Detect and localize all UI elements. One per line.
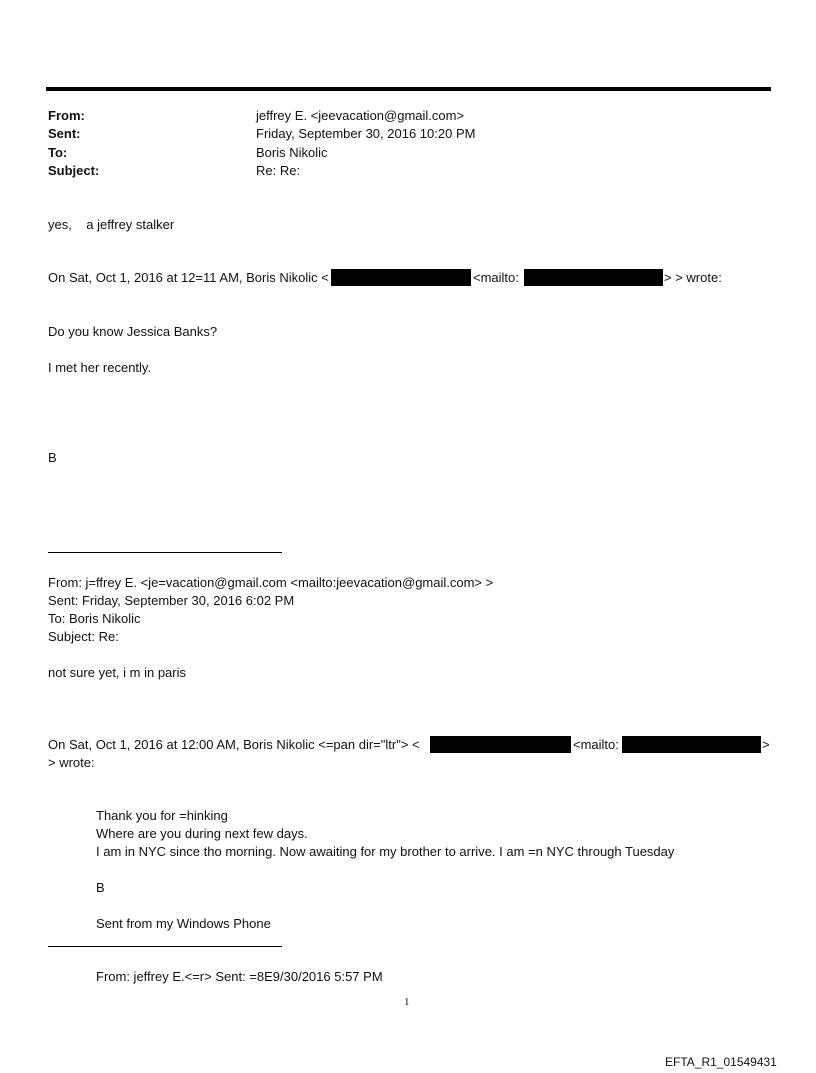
- redaction-block: [524, 269, 663, 286]
- indented-line1: Thank you for =hinking: [96, 808, 228, 823]
- separator: [48, 946, 282, 947]
- header-rule: [46, 87, 771, 91]
- indented-line3: I am in NYC since tho morning. Now awaiting for my brother to arrive. I am =n NYC through Tuesday: [96, 844, 675, 859]
- fwd-subject: Subject: Re:: [48, 629, 119, 644]
- indented-sign: B: [96, 880, 105, 895]
- indented-last: From: jeffrey E.<=r> Sent: =8E9/30/2016 5:57 PM: [96, 969, 383, 984]
- sent-label: Sent:: [48, 126, 81, 141]
- subject-value: Re: Re:: [256, 163, 301, 178]
- quote1-suffix: > > wrote:: [664, 270, 722, 285]
- quote2-prefix: On Sat, Oct 1, 2016 at 12:00 AM, Boris Nikolic <=pan dir="ltr"> <: [48, 737, 420, 752]
- indented-line2: Where are you during next few days.: [96, 826, 308, 841]
- fwd-body: not sure yet, i m in paris: [48, 665, 186, 680]
- reply-line: yes, a jeffrey stalker: [48, 217, 175, 232]
- to-label: To:: [48, 145, 68, 160]
- from-value: jeffrey E. <jeevacation@gmail.com>: [256, 108, 465, 123]
- fwd-sent: Sent: Friday, September 30, 2016 6:02 PM: [48, 593, 295, 608]
- sent-from-phone: Sent from my Windows Phone: [96, 916, 271, 931]
- document-id: EFTA_R1_01549431: [665, 1055, 777, 1069]
- q1-line2: I met her recently.: [48, 360, 152, 375]
- from-label: From:: [48, 108, 85, 123]
- redaction-block: [331, 269, 471, 286]
- to-value: Boris Nikolic: [256, 145, 328, 160]
- subject-label: Subject:: [48, 163, 100, 178]
- redaction-block: [622, 736, 761, 753]
- redaction-block: [430, 736, 571, 753]
- quote2-suffix: >: [762, 737, 770, 752]
- separator: [48, 552, 282, 553]
- fwd-to: To: Boris Nikolic: [48, 611, 141, 626]
- q1-sign: B: [48, 450, 57, 465]
- fwd-from: From: j=ffrey E. <je=vacation@gmail.com <mailto:jeevacation@gmail.com> >: [48, 575, 494, 590]
- page-number: 1: [404, 996, 410, 1008]
- sent-value: Friday, September 30, 2016 10:20 PM: [256, 126, 476, 141]
- q1-line1: Do you know Jessica Banks?: [48, 324, 218, 339]
- quote2-line2: > wrote:: [48, 755, 95, 770]
- quote1-prefix: On Sat, Oct 1, 2016 at 12=11 AM, Boris Nikolic <: [48, 270, 329, 285]
- quote2-mailto: <mailto:: [573, 737, 619, 752]
- quote1-mailto: <mailto:: [473, 270, 519, 285]
